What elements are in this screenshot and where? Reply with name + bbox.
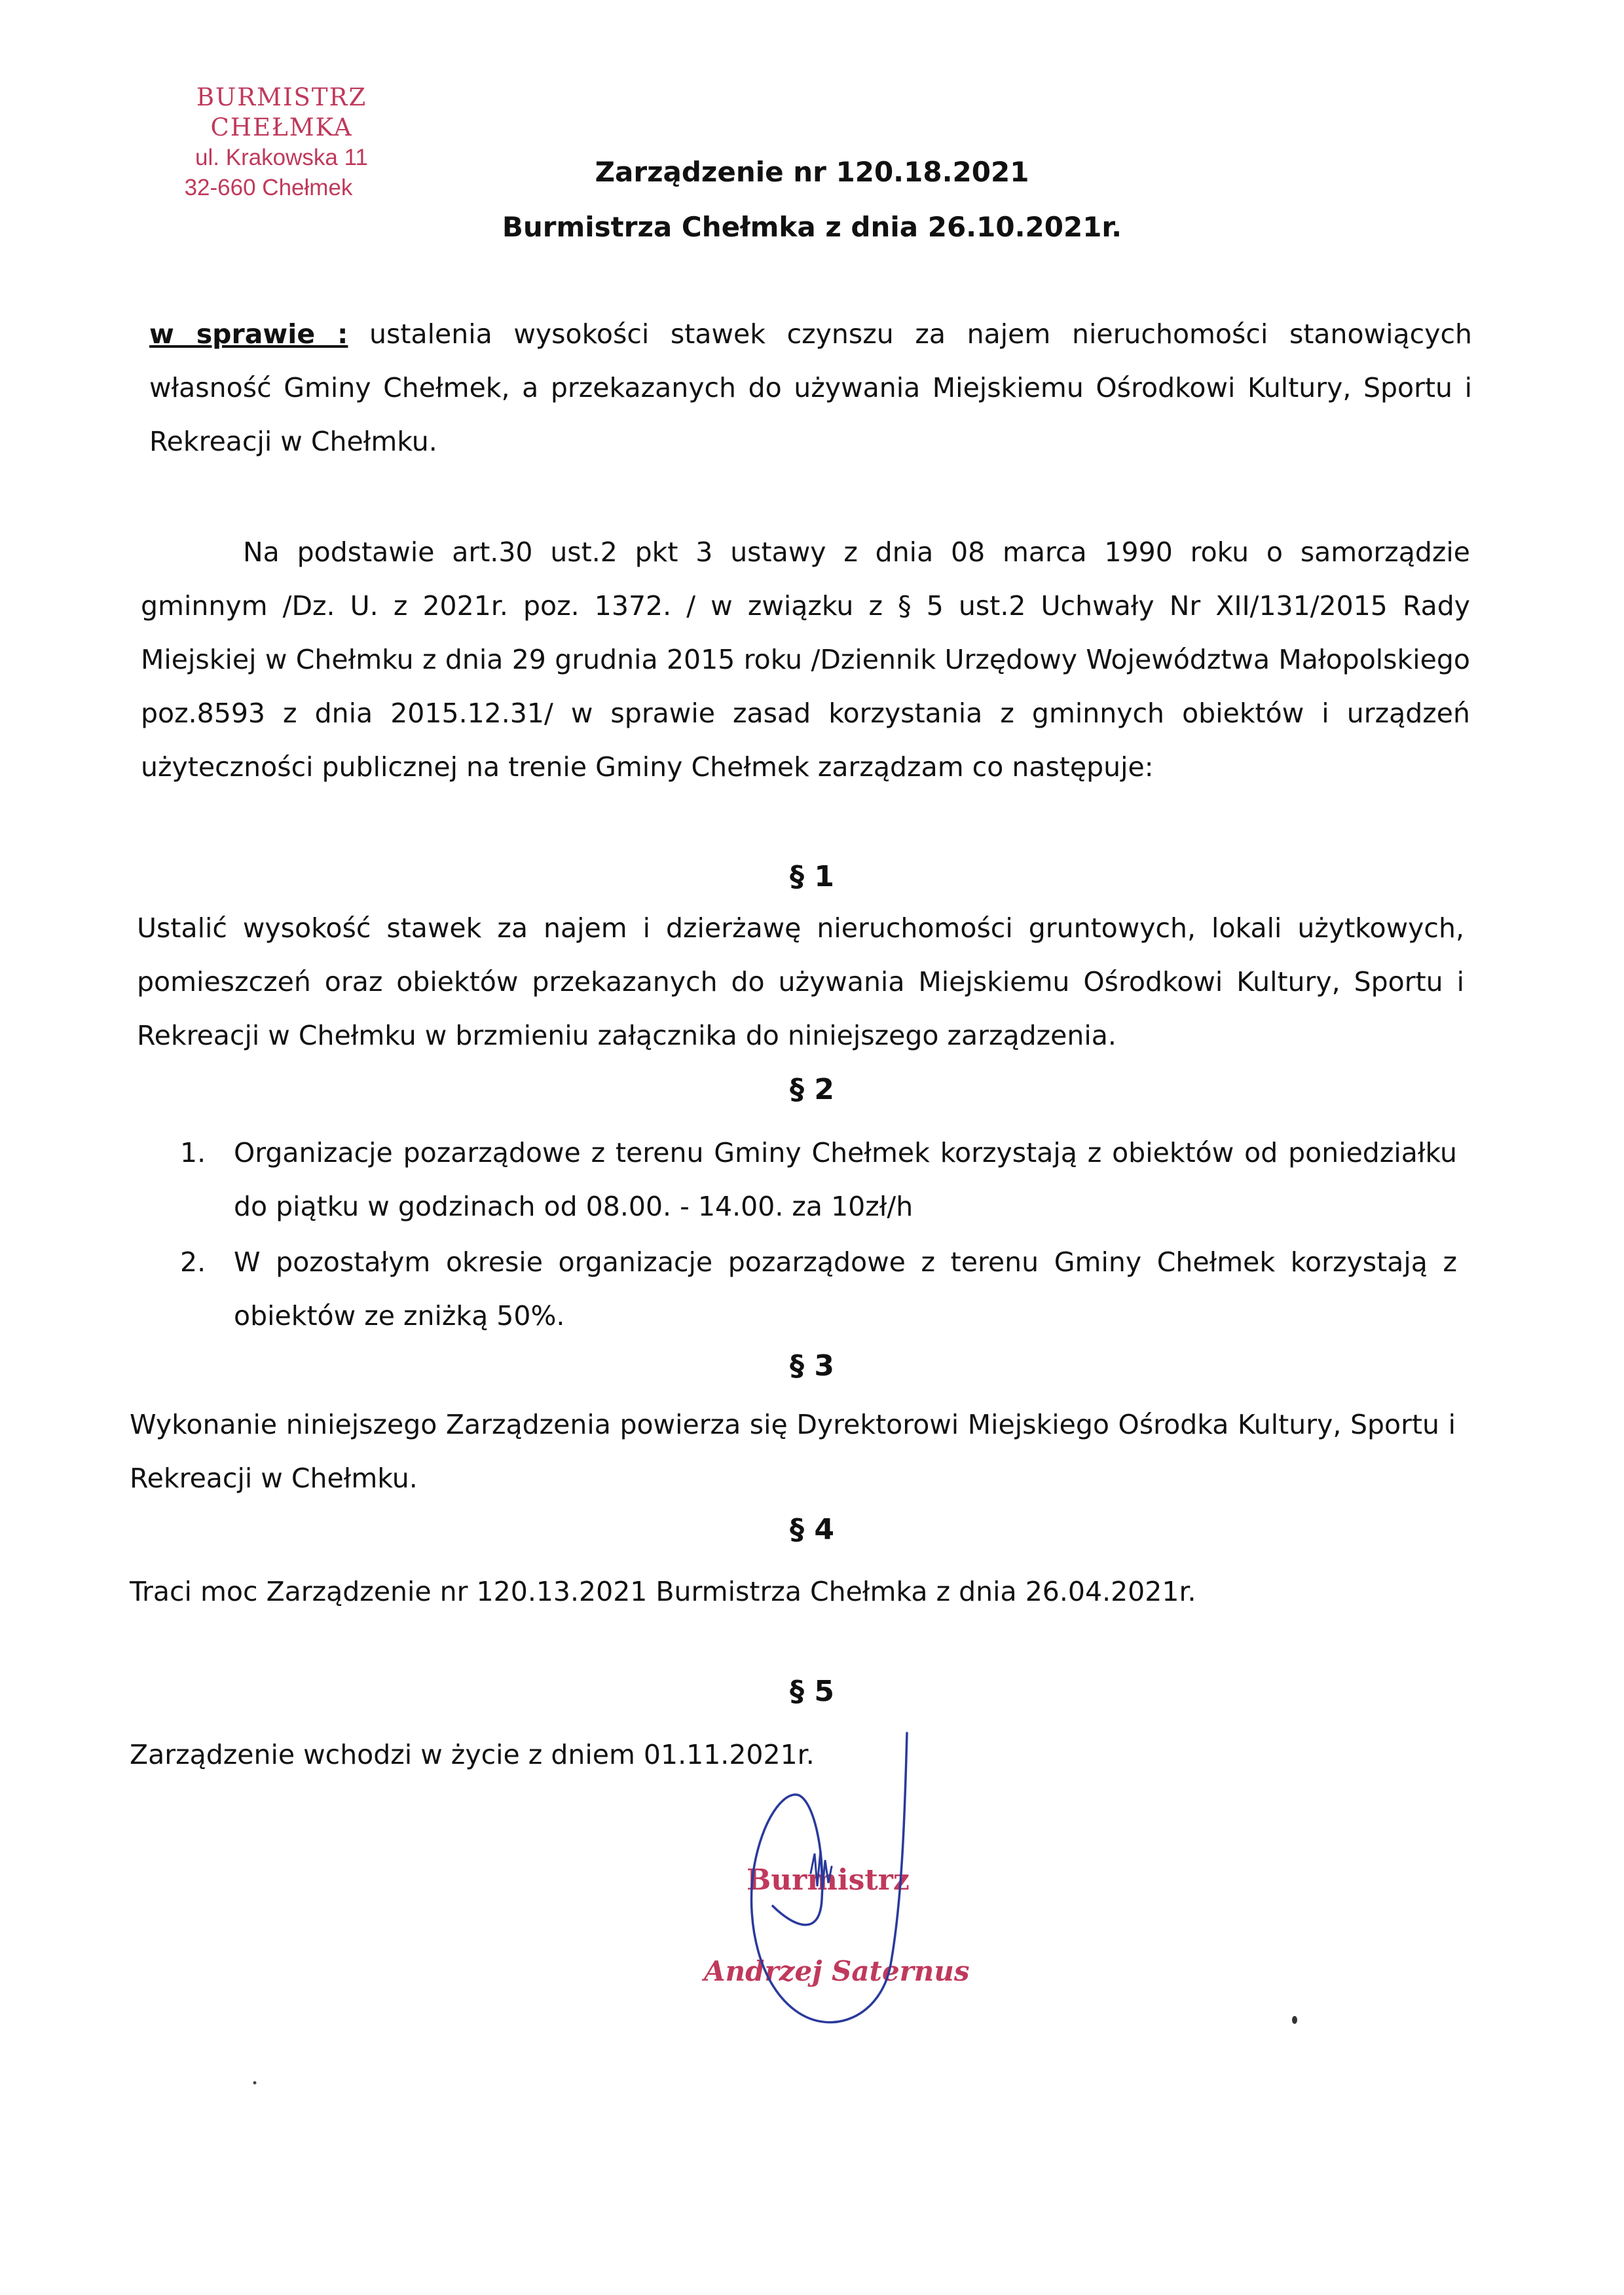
section-1-heading: § 1	[790, 860, 834, 893]
list-text: Organizacje pozarządowe z terenu Gminy Chełmek korzystają z obiektów od poniedziałku do piątku w godzinach od 08.00. - 14.00. za 10zł/h	[234, 1137, 1457, 1222]
document-title: Zarządzenie nr 120.18.2021	[595, 156, 1029, 188]
subject-paragraph	[149, 307, 1472, 468]
section-2-item	[180, 1235, 1457, 1343]
document-subtitle: Burmistrza Chełmka z dnia 26.10.2021r.	[502, 211, 1122, 243]
stamp-line-title: BURMISTRZ CHEŁMKA	[196, 83, 367, 141]
handwritten-signature	[733, 1729, 930, 2043]
legal-basis-paragraph: Na podstawie art.30 ust.2 pkt 3 ustawy z dnia 08 marca 1990 roku o samorządzie gminnym /Dz. U. z 2021r. poz. 1372. / w związku z § 5 ust.2 Uchwały Nr XII/131/2015 Rady Miejskiej w Chełmku z dnia 29 grudnia 2015 roku /Dziennik Urzędowy Województwa Małopolskiego poz.8593 z dnia 2015.12.31/ w sprawie zasad korzystania z gminnych obiektów i urządzeń użyteczności publicznej na trenie Gminy Chełmek zarządzam co następuje:	[141, 536, 1470, 783]
subject-label: w sprawie :	[149, 318, 348, 350]
section-4-heading: § 4	[790, 1513, 834, 1546]
signature-stamp-name: Andrzej Saternus	[704, 1955, 970, 1987]
signature-stamp-title: Burmistrz	[747, 1863, 910, 1897]
stamp-line-street: ul. Krakowska 11	[195, 145, 368, 170]
section-5-heading: § 5	[790, 1675, 834, 1708]
list-number: 1.	[180, 1137, 206, 1168]
section-3-heading: § 3	[790, 1349, 834, 1383]
section-3-text: Wykonanie niniejszego Zarządzenia powierza się Dyrektorowi Miejskiego Ośrodka Kultury, Sportu i Rekreacji w Chełmku.	[130, 1409, 1456, 1494]
list-number: 2.	[180, 1246, 206, 1278]
scan-speck	[252, 2080, 257, 2085]
subject-text: ustalenia wysokości stawek czynszu za najem nieruchomości stanowiących własność Gminy Chełmek, a przekazanych do używania Miejskiemu Ośrodkowi Kultury, Sportu i Rekreacji w Chełmku.	[149, 318, 1472, 457]
section-4-text: Traci moc Zarządzenie nr 120.13.2021 Burmistrza Chełmka z dnia 26.04.2021r.	[130, 1576, 1196, 1607]
stamp-line-city: 32-660 Chełmek	[184, 175, 353, 200]
section-2-heading: § 2	[790, 1073, 834, 1106]
scan-speck	[1290, 2014, 1299, 2026]
list-text: W pozostałym okresie organizacje pozarządowe z terenu Gminy Chełmek korzystają z obiektów ze zniżką 50%.	[234, 1246, 1457, 1332]
section-2-item	[180, 1126, 1457, 1233]
section-1-text: Ustalić wysokość stawek za najem i dzierżawę nieruchomości gruntowych, lokali użytkowych, pomieszczeń oraz obiektów przekazanych do używania Miejskiemu Ośrodkowi Kultury, Sportu i Rekreacji w Chełmku w brzmieniu załącznika do niniejszego zarządzenia.	[137, 912, 1464, 1051]
section-5-text: Zarządzenie wchodzi w życie z dniem 01.11.2021r.	[130, 1739, 815, 1770]
